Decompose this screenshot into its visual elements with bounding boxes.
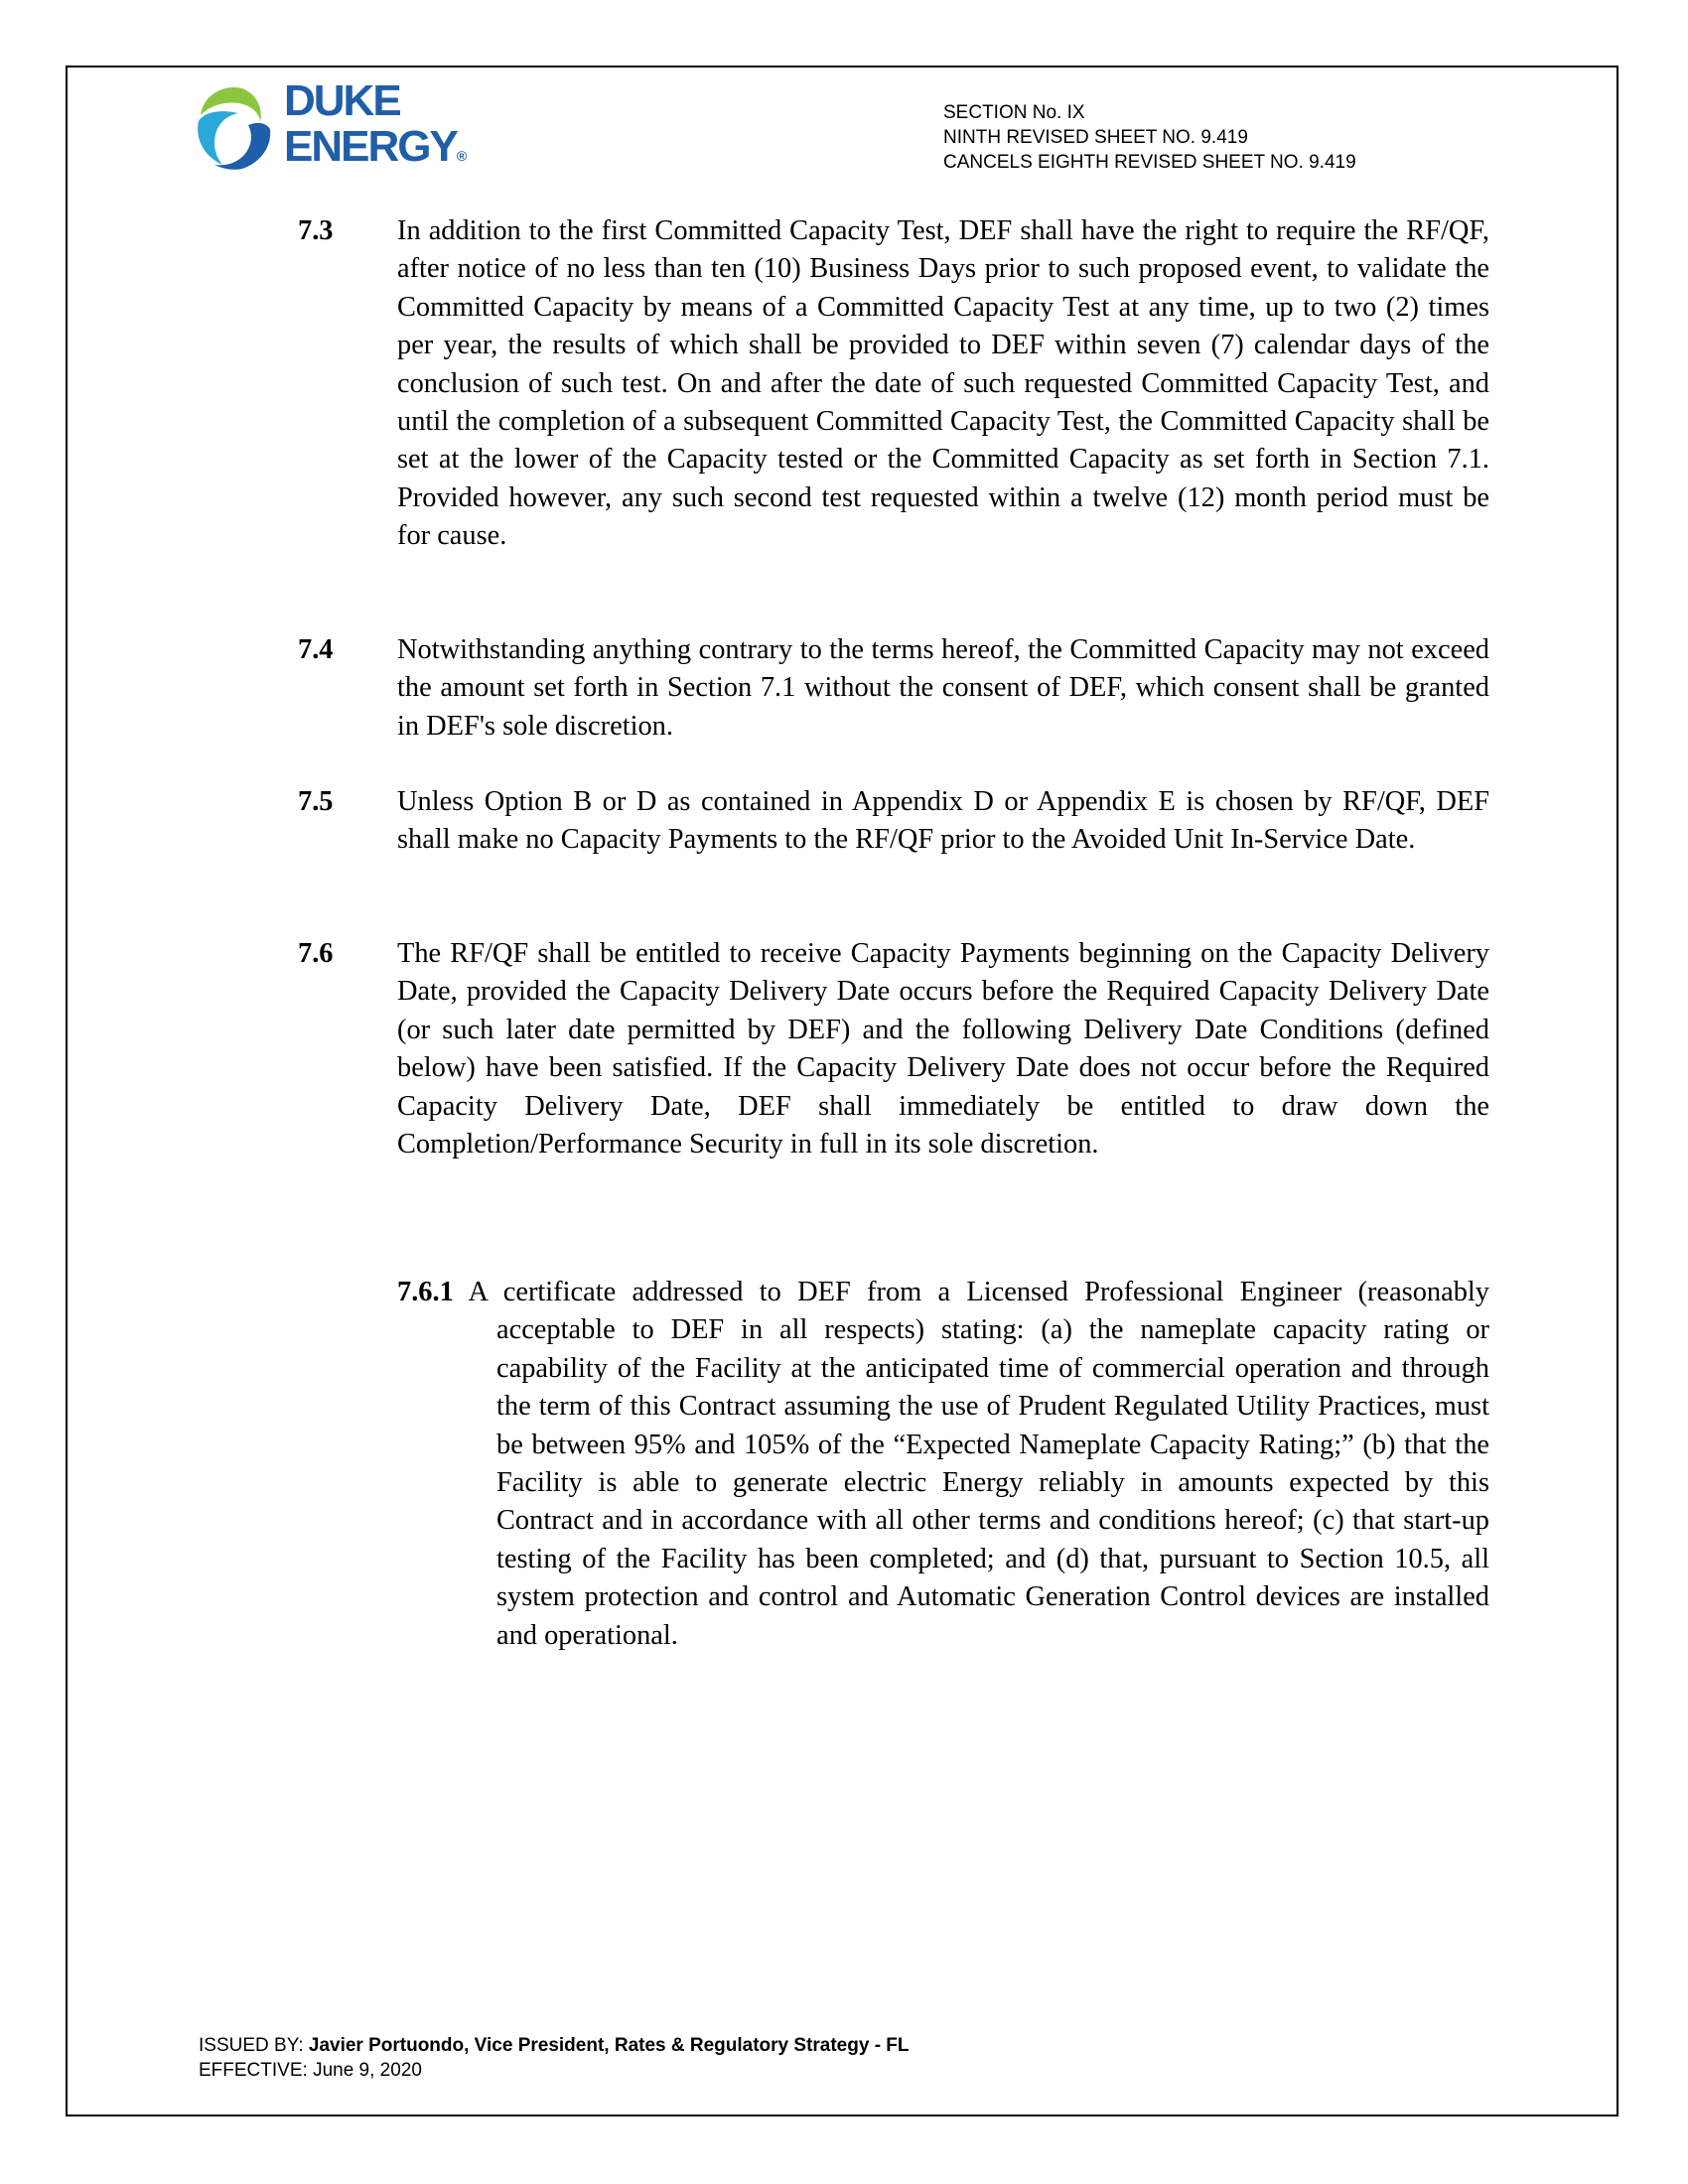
cancels-sheet-number: CANCELS EIGHTH REVISED SHEET NO. 9.419 [943, 152, 1356, 173]
sheet-header [943, 100, 1356, 175]
issued-by-name: Javier Portuondo, Vice President, Rates & Regulatory Strategy - FL [308, 2035, 910, 2056]
section-paragraph: In addition to the first Committed Capacity Test, DEF shall have the right to require the RF/QF, after notice of no less than ten (10) Business Days prior to such proposed event, to validate the Committed Capacity by means of a Committed Capacity Test at any time, up to two (2) times per year, the results of which shall be provided to DEF within seven (7) calendar days of the conclusion of such test. On and after the date of such requested Committed Capacity Test, and until the completion of a subsequent Committed Capacity Test, the Committed Capacity shall be set at the lower of the Capacity tested or the Committed Capacity as set forth in Section 7.1. Provided however, any such second test requested within a twelve (12) month period must be for cause. [397, 215, 1489, 552]
section-number-label: 7.6 [298, 938, 334, 969]
subsection-7-6-1 [397, 1274, 1489, 1655]
effective-label: EFFECTIVE: [199, 2060, 314, 2081]
logo-registered-mark: ® [456, 148, 466, 164]
section-number: SECTION No. IX [943, 102, 1085, 123]
effective-date: June 9, 2020 [313, 2060, 422, 2081]
revised-sheet-number: NINTH REVISED SHEET NO. 9.419 [943, 127, 1248, 148]
duke-energy-logo [187, 76, 485, 179]
duke-energy-swirl-icon [187, 81, 282, 177]
issued-by-label: ISSUED BY: [199, 2035, 309, 2056]
page-footer [199, 2033, 910, 2083]
section-number-label: 7.4 [298, 634, 334, 665]
logo-wordmark-line1: DUKE [284, 76, 400, 125]
logo-wordmark-line2: ENERGY [284, 122, 457, 171]
section-paragraph: Unless Option B or D as contained in Appendix D or Appendix E is chosen by RF/QF, DEF shall make no Capacity Payments to the RF/QF prior to the Avoided Unit In-Service Date. [397, 786, 1489, 856]
section-number-label: 7.5 [298, 786, 334, 817]
section-paragraph: Notwithstanding anything contrary to the terms hereof, the Committed Capacity may not exceed the amount set forth in Section 7.1 without the consent of DEF, which consent shall be granted in DEF's sole discretion. [397, 634, 1489, 742]
subsection-paragraph: A certificate addressed to DEF from a Licensed Professional Engineer (reasonably acceptable to DEF in all respects) stating: (a) the nameplate capacity rating or capability of the Facility at the anticipated time of commercial operation and through the term of this Contract assuming the use of Prudent Regulated Utility Practices, must be between 95% and 105% of the “Expected Nameplate Capacity Rating;” (b) that the Facility is able to generate electric Energy reliably in amounts expected by this Contract and in accordance with all other terms and conditions hereof; (c) that start-up testing of the Facility has been completed; and (d) that, pursuant to Section 10.5, all system protection and control and Automatic Generation Control devices are installed and operational. [468, 1277, 1490, 1651]
section-paragraph: The RF/QF shall be entitled to receive Capacity Payments beginning on the Capacity Delivery Date, provided the Capacity Delivery Date occurs before the Required Capacity Delivery Date (or such later date permitted by DEF) and the following Delivery Date Conditions (defined below) have been satisfied. If the Capacity Delivery Date does not occur before the Required Capacity Delivery Date, DEF shall immediately be entitled to draw down the Completion/Performance Security in full in its sole discretion. [397, 938, 1489, 1160]
subsection-number-label: 7.6.1 [397, 1277, 454, 1307]
section-number-label: 7.3 [298, 215, 334, 246]
